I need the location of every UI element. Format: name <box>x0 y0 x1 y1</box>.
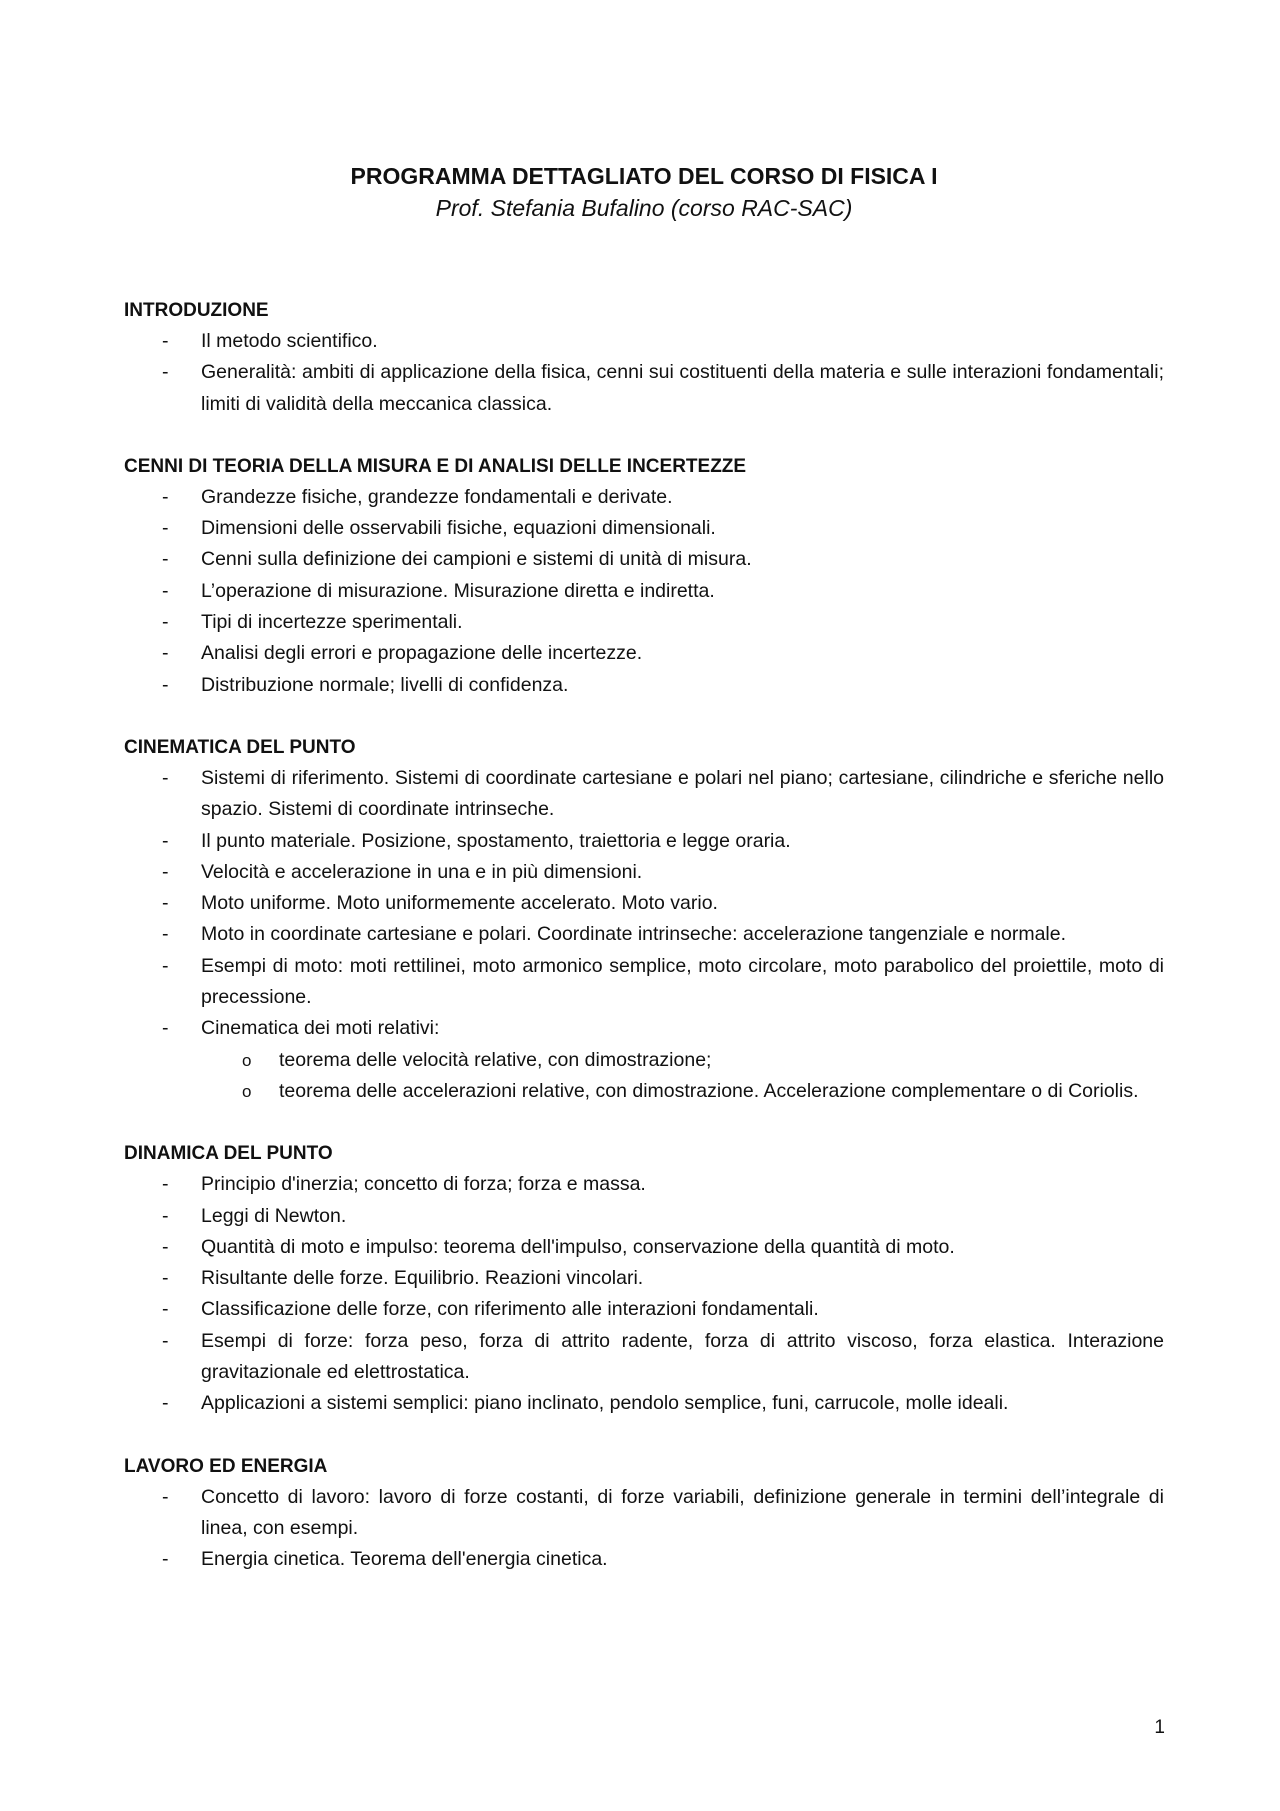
bullet-list <box>124 1482 1164 1576</box>
bullet-list <box>124 763 1164 1107</box>
list-item-text: Moto in coordinate cartesiane e polari. Coordinate intrinseche: accelerazione tangenziale e normale. <box>201 923 1067 946</box>
sub-list-item-text: teorema delle velocità relative, con dimostrazione; <box>279 1048 712 1071</box>
dash-bullet-icon: - <box>162 1267 169 1290</box>
list-item-text: Risultante delle forze. Equilibrio. Reazioni vincolari. <box>201 1267 644 1290</box>
list-item-text: Analisi degli errori e propagazione delle incertezze. <box>201 642 643 665</box>
list-item <box>124 1263 1164 1294</box>
bullet-list <box>124 1169 1164 1419</box>
list-item <box>124 1544 1164 1575</box>
bullet-list <box>124 482 1164 701</box>
sub-list-item <box>201 1076 1164 1107</box>
list-item-text: Generalità: ambiti di applicazione della fisica, cenni sui costituenti della materia e sulle interazioni fondamentali; limiti di validità della meccanica classica. <box>201 361 1164 415</box>
document-title: PROGRAMMA DETTAGLIATO DEL CORSO DI FISICA I <box>350 163 938 189</box>
list-item <box>124 1013 1164 1107</box>
dash-bullet-icon: - <box>162 892 169 915</box>
list-item-text: Applicazioni a sistemi semplici: piano inclinato, pendolo semplice, funi, carrucole, molle ideali. <box>201 1392 1009 1415</box>
list-item-text: Concetto di lavoro: lavoro di forze costanti, di forze variabili, definizione generale in termini dell’integrale di linea, con esempi. <box>201 1485 1164 1539</box>
list-item-text: Sistemi di riferimento. Sistemi di coordinate cartesiane e polari nel piano; cartesiane, cilindriche e sferiche nello spazio. Sistemi di coordinate intrinseche. <box>201 766 1164 821</box>
list-item <box>124 1326 1164 1389</box>
section <box>124 1452 1164 1576</box>
dash-bullet-icon: - <box>162 1329 169 1352</box>
dash-bullet-icon: - <box>162 860 169 883</box>
section <box>124 1139 1164 1419</box>
sub-bullet-list <box>201 1045 1164 1108</box>
dash-bullet-icon: - <box>162 1548 169 1571</box>
list-item-text: L’operazione di misurazione. Misurazione diretta e indiretta. <box>201 579 715 602</box>
section <box>124 452 1164 701</box>
list-item-text: Quantità di moto e impulso: teorema dell'impulso, conservazione della quantità di moto. <box>201 1235 955 1258</box>
dash-bullet-icon: - <box>162 766 169 789</box>
list-item <box>124 670 1164 701</box>
list-item-text: Tipi di incertezze sperimentali. <box>201 611 463 634</box>
dash-bullet-icon: - <box>162 923 169 946</box>
list-item <box>124 763 1164 826</box>
list-item <box>124 513 1164 544</box>
list-item-text: Cinematica dei moti relativi: <box>201 1017 440 1040</box>
dash-bullet-icon: - <box>162 1235 169 1258</box>
circle-bullet-icon: o <box>242 1081 252 1101</box>
list-item-text: Classificazione delle forze, con riferimento alle interazioni fondamentali. <box>201 1298 819 1321</box>
dash-bullet-icon: - <box>162 485 169 508</box>
section-heading: LAVORO ED ENERGIA <box>124 1455 328 1477</box>
circle-bullet-icon: o <box>242 1050 252 1070</box>
section-heading: CINEMATICA DEL PUNTO <box>124 736 356 758</box>
dash-bullet-icon: - <box>162 517 169 540</box>
dash-bullet-icon: - <box>162 1173 169 1196</box>
dash-bullet-icon: - <box>162 829 169 852</box>
list-item-text: Moto uniforme. Moto uniformemente accelerato. Moto vario. <box>201 892 718 915</box>
section-heading: DINAMICA DEL PUNTO <box>124 1143 333 1165</box>
dash-bullet-icon: - <box>162 673 169 696</box>
list-item-text: Esempi di moto: moti rettilinei, moto armonico semplice, moto circolare, moto parabolico del proiettile, moto di precessione. <box>201 954 1164 1009</box>
list-item <box>124 1169 1164 1200</box>
list-item <box>124 1294 1164 1325</box>
list-item <box>124 1482 1164 1545</box>
list-item-text: Dimensioni delle osservabili fisiche, equazioni dimensionali. <box>201 517 716 540</box>
list-item <box>124 919 1164 950</box>
page-number: 1 <box>1154 1717 1165 1738</box>
title-block <box>124 160 1164 224</box>
list-item-text: Grandezze fisiche, grandezze fondamentali e derivate. <box>201 485 673 508</box>
list-item <box>124 888 1164 919</box>
dash-bullet-icon: - <box>162 1392 169 1415</box>
section-heading: CENNI DI TEORIA DELLA MISURA E DI ANALISI DELLE INCERTEZZE <box>124 455 747 477</box>
list-item <box>124 857 1164 888</box>
dash-bullet-icon: - <box>162 1485 169 1508</box>
dash-bullet-icon: - <box>162 1204 169 1227</box>
dash-bullet-icon: - <box>162 611 169 634</box>
document-subtitle: Prof. Stefania Bufalino (corso RAC-SAC) <box>435 195 853 221</box>
dash-bullet-icon: - <box>162 579 169 602</box>
list-item-text: Leggi di Newton. <box>201 1204 347 1227</box>
list-item <box>124 607 1164 638</box>
section <box>124 296 1164 420</box>
list-item <box>124 1388 1164 1419</box>
list-item-text: Principio d'inerzia; concetto di forza; forza e massa. <box>201 1173 646 1196</box>
list-item <box>124 326 1164 357</box>
list-item-text: Cenni sulla definizione dei campioni e sistemi di unità di misura. <box>201 548 752 571</box>
list-item-text: Velocità e accelerazione in una e in più dimensioni. <box>201 860 643 883</box>
list-item <box>124 1201 1164 1232</box>
list-item <box>124 576 1164 607</box>
sections-container <box>124 296 1164 1576</box>
list-item <box>124 951 1164 1014</box>
dash-bullet-icon: - <box>162 1298 169 1321</box>
dash-bullet-icon: - <box>162 548 169 571</box>
sub-list-item-text: teorema delle accelerazioni relative, con dimostrazione. Accelerazione complementare o di Coriolis. <box>279 1079 1139 1102</box>
section-heading: INTRODUZIONE <box>124 300 269 321</box>
list-item <box>124 826 1164 857</box>
section <box>124 733 1164 1107</box>
dash-bullet-icon: - <box>162 1017 169 1040</box>
list-item-text: Energia cinetica. Teorema dell'energia cinetica. <box>201 1548 608 1571</box>
dash-bullet-icon: - <box>162 642 169 665</box>
sub-list-item <box>201 1045 1164 1076</box>
bullet-list <box>124 326 1164 420</box>
list-item <box>124 482 1164 513</box>
list-item <box>124 638 1164 669</box>
list-item-text: Il metodo scientifico. <box>201 330 378 352</box>
list-item-text: Esempi di forze: forza peso, forza di attrito radente, forza di attrito viscoso, forza elastica. Interazione gravitazionale ed elettrostatica. <box>201 1329 1164 1384</box>
dash-bullet-icon: - <box>162 330 169 352</box>
list-item-text: Il punto materiale. Posizione, spostamento, traiettoria e legge oraria. <box>201 829 791 852</box>
list-item-text: Distribuzione normale; livelli di confidenza. <box>201 673 569 696</box>
list-item <box>124 1232 1164 1263</box>
list-item <box>124 357 1164 420</box>
dash-bullet-icon: - <box>162 361 169 384</box>
dash-bullet-icon: - <box>162 954 169 977</box>
document-page <box>124 160 1164 1608</box>
list-item <box>124 544 1164 575</box>
